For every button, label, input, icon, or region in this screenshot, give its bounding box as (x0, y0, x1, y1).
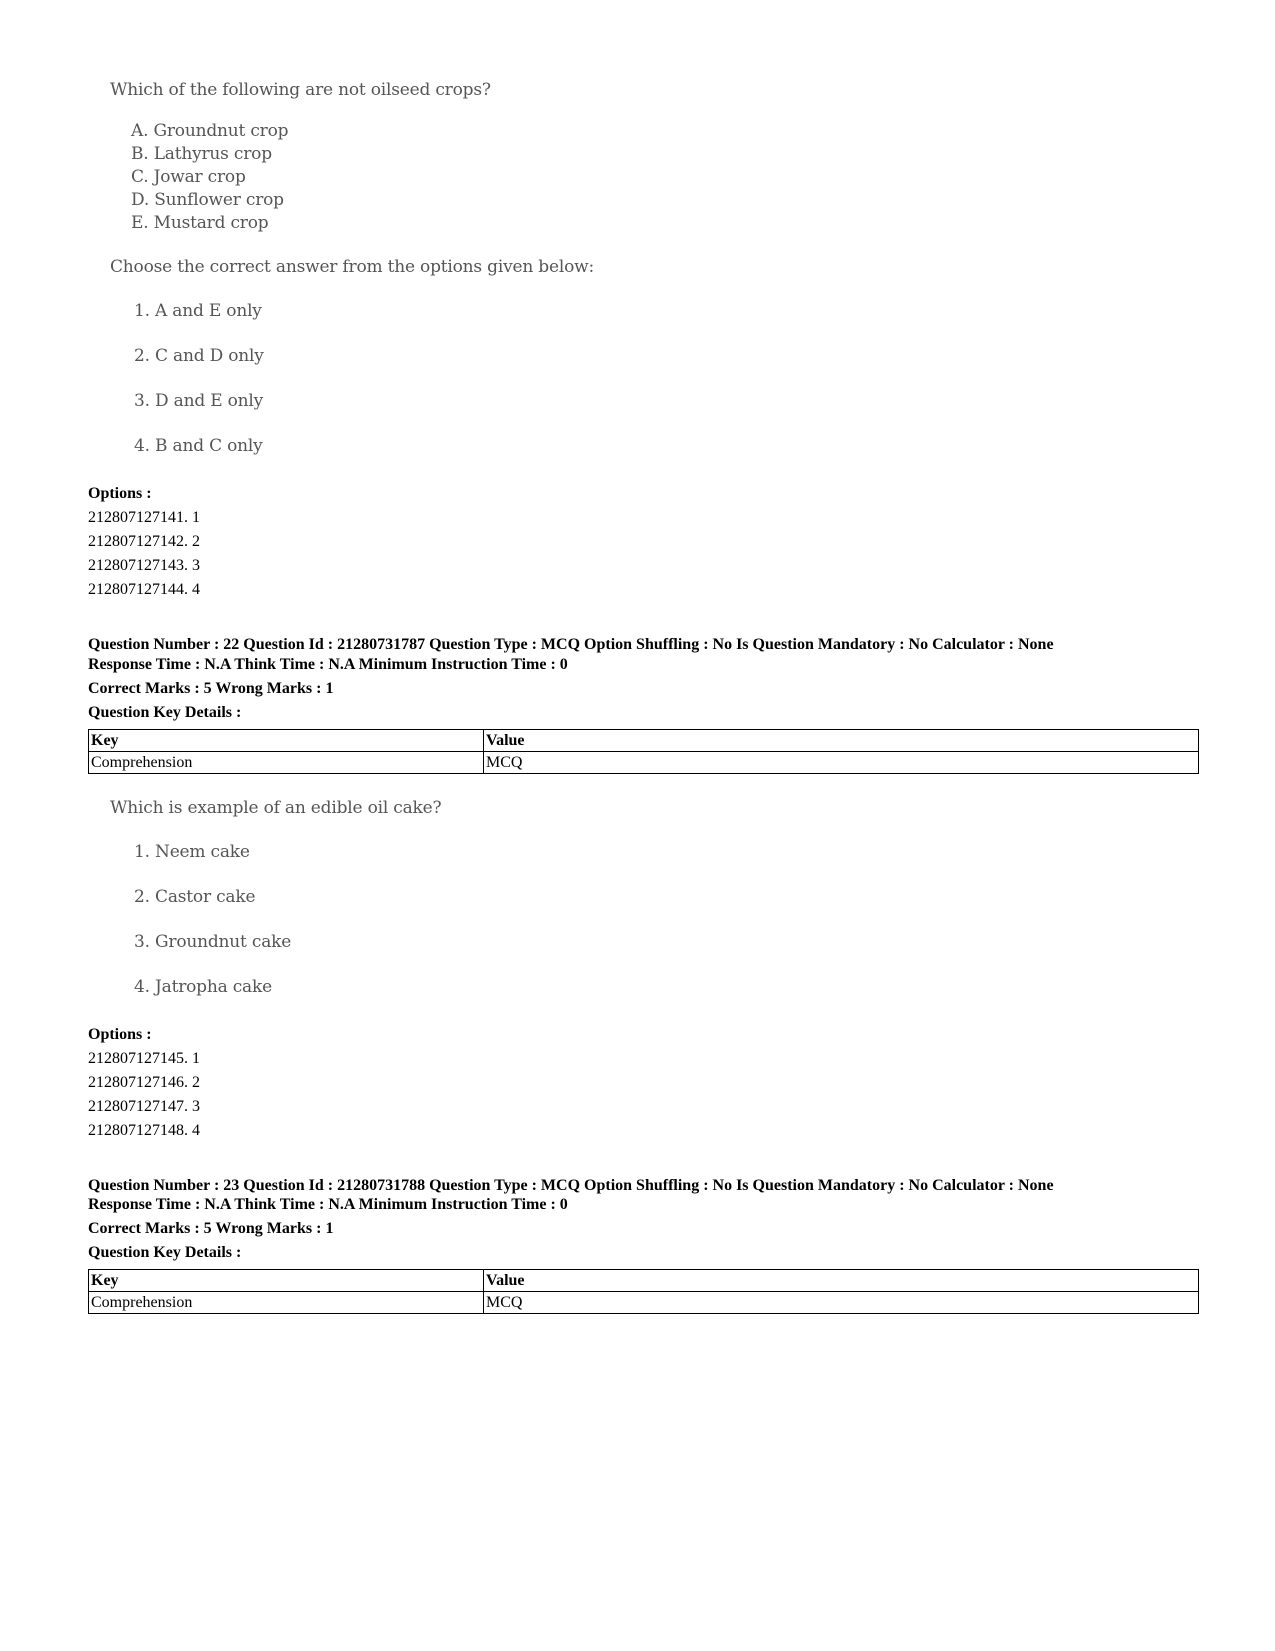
statement-item: E. Mustard crop (131, 213, 269, 233)
table-header-cell: Value (484, 730, 1199, 752)
question-meta-line: Response Time : N.A Think Time : N.A Minimum Instruction Time : 0 (88, 1196, 568, 1213)
statement-item: B. Lathyrus crop (131, 144, 272, 164)
choice-item: 4. B and C only (134, 436, 263, 456)
question-stem: Which of the following are not oilseed crops? (110, 80, 491, 100)
table-cell: MCQ (484, 1292, 1199, 1314)
options-label: Options : (88, 485, 152, 502)
table-header-cell: Key (89, 1270, 484, 1292)
key-details-label: Question Key Details : (88, 704, 242, 721)
option-item: 212807127143. 3 (88, 557, 200, 574)
choice-item: 1. Neem cake (134, 842, 250, 862)
question-stem: Which is example of an edible oil cake? (110, 798, 442, 818)
question-marks: Correct Marks : 5 Wrong Marks : 1 (88, 680, 334, 697)
question-instruction: Choose the correct answer from the options given below: (110, 257, 594, 277)
table-cell: MCQ (484, 752, 1199, 774)
statement-item: C. Jowar crop (131, 167, 246, 187)
table-header-row (89, 1270, 1199, 1292)
table-header-cell: Key (89, 730, 484, 752)
question-meta-line: Response Time : N.A Think Time : N.A Minimum Instruction Time : 0 (88, 656, 568, 673)
question-meta-line: Question Number : 22 Question Id : 21280731787 Question Type : MCQ Option Shuffling : No Is Question Mandatory : No Calculator : None (88, 636, 1054, 653)
key-details-label: Question Key Details : (88, 1244, 242, 1261)
option-item: 212807127146. 2 (88, 1074, 200, 1091)
question-meta-line: Question Number : 23 Question Id : 21280731788 Question Type : MCQ Option Shuffling : No Is Question Mandatory : No Calculator : None (88, 1177, 1054, 1194)
question-marks: Correct Marks : 5 Wrong Marks : 1 (88, 1220, 334, 1237)
table-row (89, 752, 1199, 774)
choice-item: 2. Castor cake (134, 887, 256, 907)
table-header-cell: Value (484, 1270, 1199, 1292)
statement-item: D. Sunflower crop (131, 190, 284, 210)
key-details-table (88, 1269, 1199, 1314)
table-cell: Comprehension (89, 1292, 484, 1314)
table-header-row (89, 730, 1199, 752)
choice-item: 2. C and D only (134, 346, 264, 366)
choice-item: 4. Jatropha cake (134, 977, 272, 997)
table-row (89, 1292, 1199, 1314)
choice-item: 3. Groundnut cake (134, 932, 292, 952)
option-item: 212807127145. 1 (88, 1050, 200, 1067)
option-item: 212807127148. 4 (88, 1122, 200, 1139)
option-item: 212807127141. 1 (88, 509, 200, 526)
key-details-table (88, 729, 1199, 774)
choice-item: 1. A and E only (134, 301, 262, 321)
statement-item: A. Groundnut crop (131, 121, 289, 141)
options-label: Options : (88, 1026, 152, 1043)
option-item: 212807127144. 4 (88, 581, 200, 598)
option-item: 212807127142. 2 (88, 533, 200, 550)
table-cell: Comprehension (89, 752, 484, 774)
choice-item: 3. D and E only (134, 391, 264, 411)
option-item: 212807127147. 3 (88, 1098, 200, 1115)
